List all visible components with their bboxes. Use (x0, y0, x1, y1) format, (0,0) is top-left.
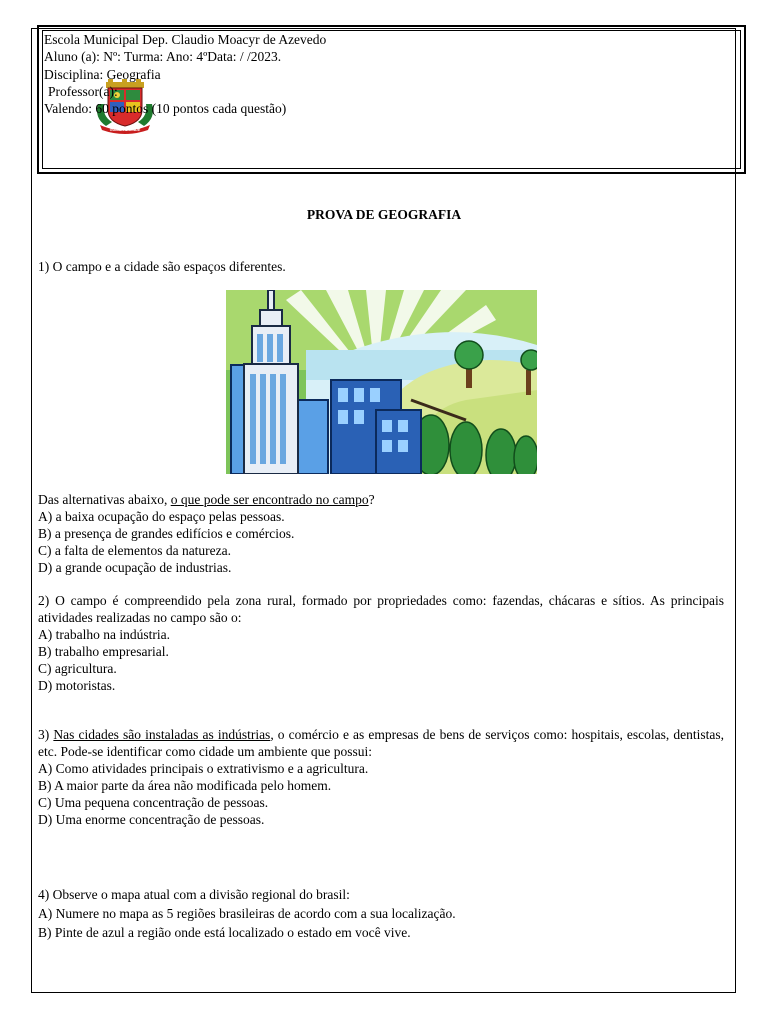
question-1-statement: 1) O campo e a cidade são espaços diferentes. (38, 259, 286, 274)
student-info-line: Aluno (a): Nº: Turma: Ano: 4ºData: / /2023. (44, 49, 282, 65)
option-a: A) Como atividades principais o extrativismo e a agricultura. (38, 761, 369, 776)
item-b: B) Pinte de azul a região onde está localizado o estado em você vive. (38, 925, 411, 940)
question-1 (38, 491, 724, 576)
option-d: D) motoristas. (38, 678, 116, 693)
option-b: B) trabalho empresarial. (38, 644, 169, 659)
item-a: A) Numere no mapa as 5 regiões brasileiras de acordo com a sua localização. (38, 906, 456, 921)
question-3 (38, 726, 724, 828)
subject-line: Disciplina: Geografia (44, 66, 161, 82)
school-header (44, 31, 326, 117)
score-line: Valendo: 60 pontos (10 pontos cada questão) (44, 101, 287, 117)
option-d: D) a grande ocupação de industrias. (38, 560, 232, 575)
crest-banner-text: GUAÍBA GRANDE (109, 128, 141, 132)
question-3-number: 3) (38, 727, 54, 742)
question-1-prompt (38, 491, 724, 508)
question-4-statement: 4) Observe o mapa atual com a divisão regional do brasil: (38, 887, 350, 902)
question-4 (38, 885, 724, 942)
prompt-text: Das alternativas abaixo, (38, 492, 171, 507)
option-c: C) Uma pequena concentração de pessoas. (38, 795, 269, 810)
question-3-underlined-text: Nas cidades são instaladas as indústrias (53, 727, 271, 742)
teacher-line: Professor(a): (48, 83, 118, 99)
question-3-statement-rest: , o comércio e as empresas de bens de serviços como: hospitais, escolas, dentistas, etc. Pode-se identificar como cidade um ambiente que possui: (38, 727, 724, 759)
question-3-statement (38, 726, 724, 760)
option-d: D) Uma enorme concentração de pessoas. (38, 812, 265, 827)
option-a: A) a baixa ocupação do espaço pelas pessoas. (38, 509, 285, 524)
question-2-statement: 2) O campo é compreendido pela zona rural, formado por propriedades como: fazendas, chácaras e sítios. As principais atividades realizadas no campo são o: (38, 593, 724, 625)
school-name: Escola Municipal Dep. Claudio Moacyr de Azevedo (44, 32, 327, 47)
option-a: A) trabalho na indústria. (38, 627, 170, 642)
exam-title: PROVA DE GEOGRAFIA (306, 207, 462, 222)
city-and-countryside-illustration (226, 290, 537, 474)
question-2 (38, 592, 724, 694)
option-c: C) agricultura. (38, 661, 117, 676)
option-b: B) A maior parte da área não modificada pelo homem. (38, 778, 332, 793)
option-b: B) a presença de grandes edifícios e comércios. (38, 526, 295, 541)
option-c: C) a falta de elementos da natureza. (38, 543, 232, 558)
prompt-end: ? (368, 492, 375, 507)
prompt-underlined-text: o que pode ser encontrado no campo (170, 492, 369, 507)
